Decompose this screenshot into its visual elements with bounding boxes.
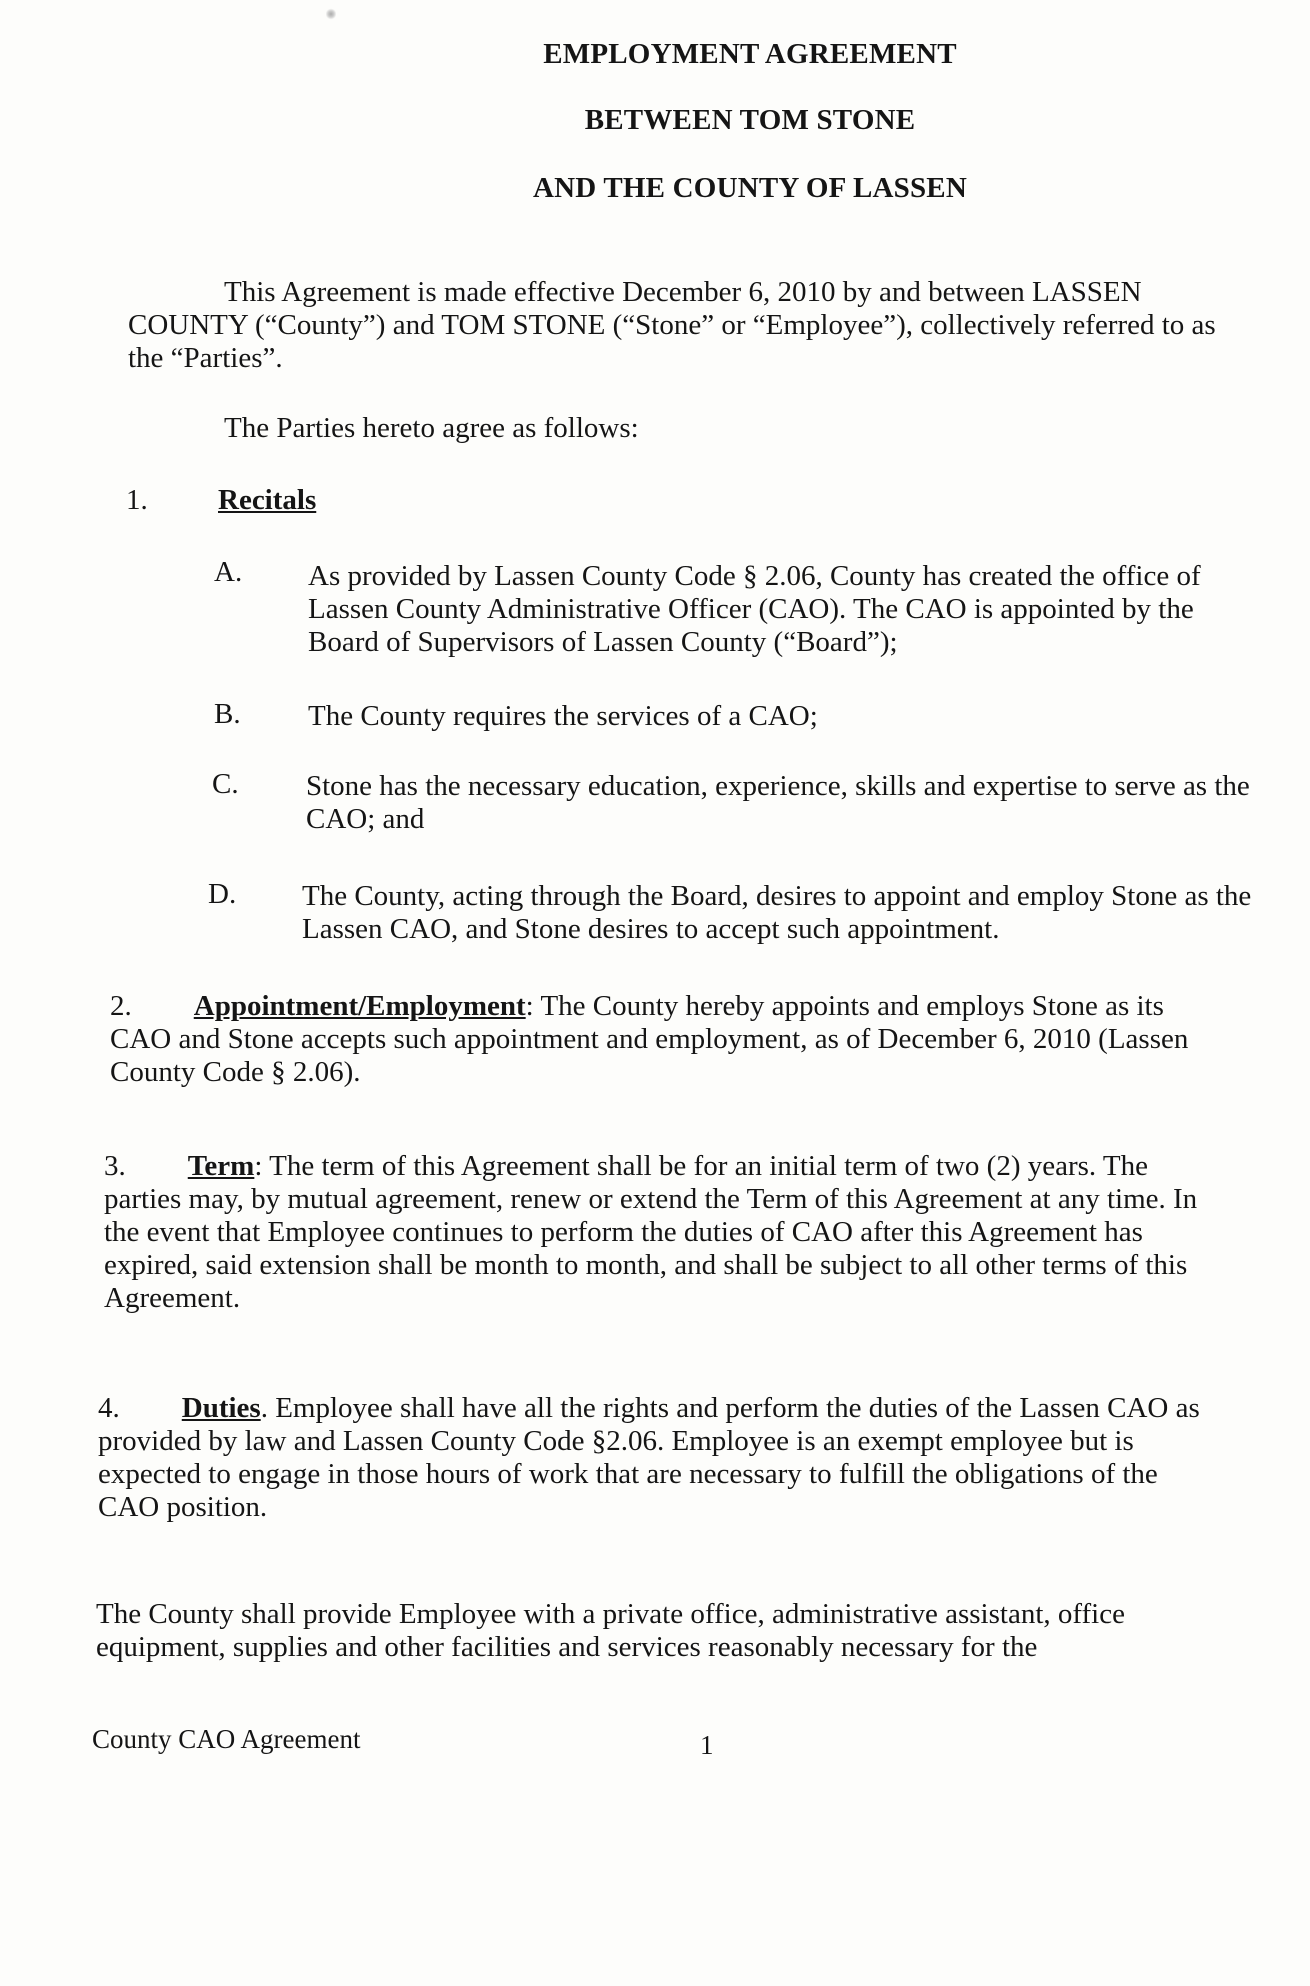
section-3-paragraph [104,1150,1224,1315]
section-4-paragraph [98,1392,1218,1524]
section-2-separator: : [525,990,534,1022]
section-4-number: 4. [98,1392,120,1424]
footer-label: County CAO Agreement [92,1724,361,1754]
recital-d-text: The County, acting through the Board, desires to appoint and employ Stone as the Lassen CAO, and Stone desires to accept such appointment. [302,880,1252,945]
recital-a-text: As provided by Lassen County Code § 2.06, County has created the office of Lassen County Administrative Officer (CAO). The CAO is appointed by the Board of Supervisors of Lassen County (“Board”); [308,560,1201,658]
title-line-2: BETWEEN TOM STONE [584,104,916,136]
recital-a-letter: A. [214,556,243,588]
intro-paragraph: This Agreement is made effective December 6, 2010 by and between LASSEN COUNTY (“County”) and TOM STONE (“Stone” or “Employee”), collectively referred to as the “Parties”. [128,276,1216,374]
section-1-number: 1. [126,484,148,516]
scan-speck [326,8,336,20]
section-2-heading: Appointment/Employment [193,990,526,1022]
section-1-heading: Recitals [218,484,317,516]
recital-b-text: The County requires the services of a CAO; [308,700,818,732]
title-line-1: EMPLOYMENT AGREEMENT [543,38,957,70]
recital-c-letter: C. [212,768,239,800]
section-4-separator: . [260,1392,268,1424]
recital-c-text: Stone has the necessary education, experience, skills and expertise to serve as the CAO; and [306,770,1250,835]
recital-d-letter: D. [208,878,237,910]
section-2-number: 2. [110,990,132,1022]
section-2-text: The County hereby appoints and employs Stone as its CAO and Stone accepts such appointment and employment, as of December 6, 2010 (Lassen County Code § 2.06). [110,990,1189,1088]
section-4-text: Employee shall have all the rights and perform the duties of the Lassen CAO as provided by law and Lassen County Code §2.06. Employee is an exempt employee but is expected to engage in those hours of work that are necessary to fulfill the obligations of the CAO position. [98,1392,1200,1523]
section-3-separator: : [254,1150,263,1182]
page-number: 1 [700,1730,714,1760]
section-3-text: The term of this Agreement shall be for an initial term of two (2) years. The parties may, by mutual agreement, renew or extend the Term of this Agreement at any time. In the event that Employee continues to perform the duties of CAO after this Agreement has expired, said extension shall be month to month, and shall be subject to all other terms of this Agreement. [104,1150,1198,1314]
section-3-number: 3. [104,1150,126,1182]
parties-statement: The Parties hereto agree as follows: [224,412,639,444]
title-line-3: AND THE COUNTY OF LASSEN [533,172,967,204]
section-4-heading: Duties [181,1392,261,1424]
section-3-heading: Term [187,1150,255,1182]
recital-b-letter: B. [214,698,241,730]
section-2-paragraph [110,990,1230,1089]
closing-paragraph: The County shall provide Employee with a private office, administrative assistant, office equipment, supplies and other facilities and services reasonably necessary for the [96,1598,1125,1663]
